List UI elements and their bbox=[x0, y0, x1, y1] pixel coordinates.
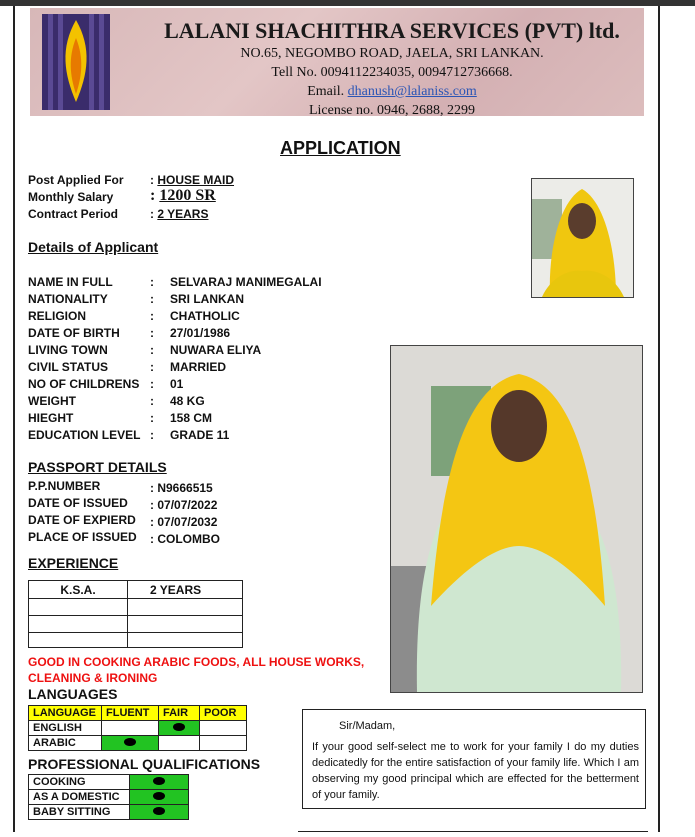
detail-colon: : bbox=[150, 309, 154, 323]
detail-colon: : bbox=[150, 275, 154, 289]
lang-cell-fluent bbox=[102, 736, 159, 751]
page-border-left bbox=[13, 6, 15, 832]
lang-name: ENGLISH bbox=[29, 721, 102, 736]
experience-heading: EXPERIENCE bbox=[28, 555, 119, 571]
detail-label: EDUCATION LEVEL bbox=[28, 428, 141, 442]
lang-cell-fair bbox=[159, 721, 200, 736]
detail-label: NAME IN FULL bbox=[28, 275, 113, 289]
mark-dot bbox=[153, 807, 165, 815]
passport-heading: PASSPORT DETAILS bbox=[28, 459, 167, 475]
detail-value: 27/01/1986 bbox=[170, 326, 231, 340]
detail-colon: : bbox=[150, 360, 154, 374]
applicant-heading: Details of Applicant bbox=[28, 239, 159, 255]
qual-name: COOKING bbox=[29, 775, 130, 790]
detail-colon: : bbox=[150, 326, 154, 340]
email-link[interactable]: dhanush@lalaniss.com bbox=[347, 84, 477, 99]
qual-name: BABY SITTING bbox=[29, 805, 130, 820]
exp-empty-cell bbox=[128, 633, 243, 648]
applicant-photo-large bbox=[390, 345, 643, 693]
company-name: LALANI SHACHITHRA SERVICES (PVT) ltd. bbox=[164, 18, 620, 43]
passport-value: 07/07/2032 bbox=[157, 515, 218, 529]
email-label: Email. bbox=[307, 84, 348, 99]
salary-value: 1200 SR bbox=[159, 187, 216, 204]
mark-dot bbox=[173, 723, 185, 731]
lang-cell bbox=[200, 736, 247, 751]
detail-value: NUWARA ELIYA bbox=[170, 343, 262, 357]
passport-label: PLACE OF ISSUED bbox=[28, 530, 137, 544]
passport-value-line: : 07/07/2032 bbox=[150, 515, 218, 529]
languages-table bbox=[28, 705, 247, 751]
cover-letter-box bbox=[302, 709, 646, 809]
company-tel: Tell No. 0094112234035, 0094712736668. bbox=[271, 65, 513, 80]
page-border-right bbox=[658, 6, 660, 832]
detail-label: DATE OF BIRTH bbox=[28, 326, 120, 340]
experience-table bbox=[28, 580, 243, 648]
passport-value: COLOMBO bbox=[157, 532, 221, 546]
detail-label: CIVIL STATUS bbox=[28, 360, 109, 374]
exp-empty-cell bbox=[29, 633, 128, 648]
exp-country: K.S.A. bbox=[29, 581, 128, 599]
qualifications-table bbox=[28, 774, 189, 820]
exp-empty-cell bbox=[128, 616, 243, 633]
detail-value: GRADE 11 bbox=[170, 428, 230, 442]
post-value: HOUSE MAID bbox=[157, 173, 235, 187]
contract-value: 2 YEARS bbox=[157, 207, 209, 221]
salary-colon: : 1200 SR bbox=[150, 187, 216, 204]
qual-name: AS A DOMESTIC bbox=[29, 790, 130, 805]
qual-mark bbox=[130, 775, 189, 790]
post-label: Post Applied For bbox=[28, 173, 124, 187]
letter-greeting: Sir/Madam, bbox=[339, 720, 396, 732]
mark-dot bbox=[153, 792, 165, 800]
company-info bbox=[140, 18, 644, 120]
passport-value: N9666515 bbox=[157, 481, 213, 495]
applicant-photo-small bbox=[531, 178, 634, 298]
passport-label: P.P.NUMBER bbox=[28, 479, 101, 493]
detail-label: HIEGHT bbox=[28, 411, 74, 425]
detail-value: 01 bbox=[170, 377, 184, 391]
detail-colon: : bbox=[150, 292, 154, 306]
qual-mark bbox=[130, 805, 189, 820]
passport-value: 07/07/2022 bbox=[157, 498, 218, 512]
detail-colon: : bbox=[150, 377, 154, 391]
mark-dot bbox=[124, 738, 136, 746]
detail-value: MARRIED bbox=[170, 360, 226, 374]
post-colon: : HOUSE MAID bbox=[150, 173, 235, 187]
exp-empty-cell bbox=[128, 599, 243, 616]
letterhead bbox=[30, 8, 644, 116]
lang-col-header: FAIR bbox=[159, 706, 200, 721]
company-license: License no. 0946, 2688, 2299 bbox=[308, 103, 476, 118]
passport-value-line: : 07/07/2022 bbox=[150, 498, 218, 512]
qual-mark bbox=[130, 790, 189, 805]
detail-label: RELIGION bbox=[28, 309, 87, 323]
lang-cell bbox=[159, 736, 200, 751]
detail-value: SELVARAJ MANIMEGALAI bbox=[170, 275, 322, 289]
detail-colon: : bbox=[150, 428, 154, 442]
lang-col-header: LANGUAGE bbox=[29, 706, 102, 721]
contract-colon: : 2 YEARS bbox=[150, 207, 209, 221]
company-email-line bbox=[140, 82, 644, 101]
lang-col-header: FLUENT bbox=[102, 706, 159, 721]
detail-colon: : bbox=[150, 394, 154, 408]
detail-colon: : bbox=[150, 411, 154, 425]
passport-label: DATE OF EXPIERD bbox=[28, 513, 136, 527]
languages-heading: LANGUAGES bbox=[28, 686, 118, 702]
exp-years: 2 YEARS bbox=[128, 581, 243, 599]
mark-dot bbox=[153, 777, 165, 785]
passport-label: DATE OF ISSUED bbox=[28, 496, 128, 510]
page-title: APPLICATION bbox=[280, 138, 401, 158]
company-logo bbox=[42, 14, 110, 110]
letter-body: If your good self-select me to work for your family I do my duties dedicatedly for the entire satisfaction of your family life. Which I am observing my good principal which are effected for the betterment of your family. bbox=[312, 741, 639, 801]
company-address: NO.65, NEGOMBO ROAD, JAELA, SRI LANKAN. bbox=[240, 46, 544, 61]
salary-label: Monthly Salary bbox=[28, 190, 114, 204]
detail-label: WEIGHT bbox=[28, 394, 76, 408]
passport-value-line: : COLOMBO bbox=[150, 532, 221, 546]
detail-value: CHATHOLIC bbox=[170, 309, 240, 323]
detail-colon: : bbox=[150, 343, 154, 357]
detail-label: NO OF CHILDRENS bbox=[28, 377, 140, 391]
exp-empty-cell bbox=[29, 616, 128, 633]
detail-value: SRI LANKAN bbox=[170, 292, 244, 306]
passport-value-line: : N9666515 bbox=[150, 481, 213, 495]
detail-label: NATIONALITY bbox=[28, 292, 108, 306]
lang-name: ARABIC bbox=[29, 736, 102, 751]
detail-value: 48 KG bbox=[170, 394, 205, 408]
detail-value: 158 CM bbox=[170, 411, 213, 425]
footer-line bbox=[298, 831, 648, 832]
skills-note: GOOD IN COOKING ARABIC FOODS, ALL HOUSE WORKS, CLEANING & IRONING bbox=[28, 655, 365, 685]
exp-empty-cell bbox=[29, 599, 128, 616]
top-border bbox=[0, 0, 695, 6]
qualifications-heading: PROFESSIONAL QUALIFICATIONS bbox=[28, 756, 261, 772]
detail-label: LIVING TOWN bbox=[28, 343, 108, 357]
lang-col-header: POOR bbox=[200, 706, 247, 721]
contract-label: Contract Period bbox=[28, 207, 119, 221]
lang-cell bbox=[102, 721, 159, 736]
lang-cell bbox=[200, 721, 247, 736]
